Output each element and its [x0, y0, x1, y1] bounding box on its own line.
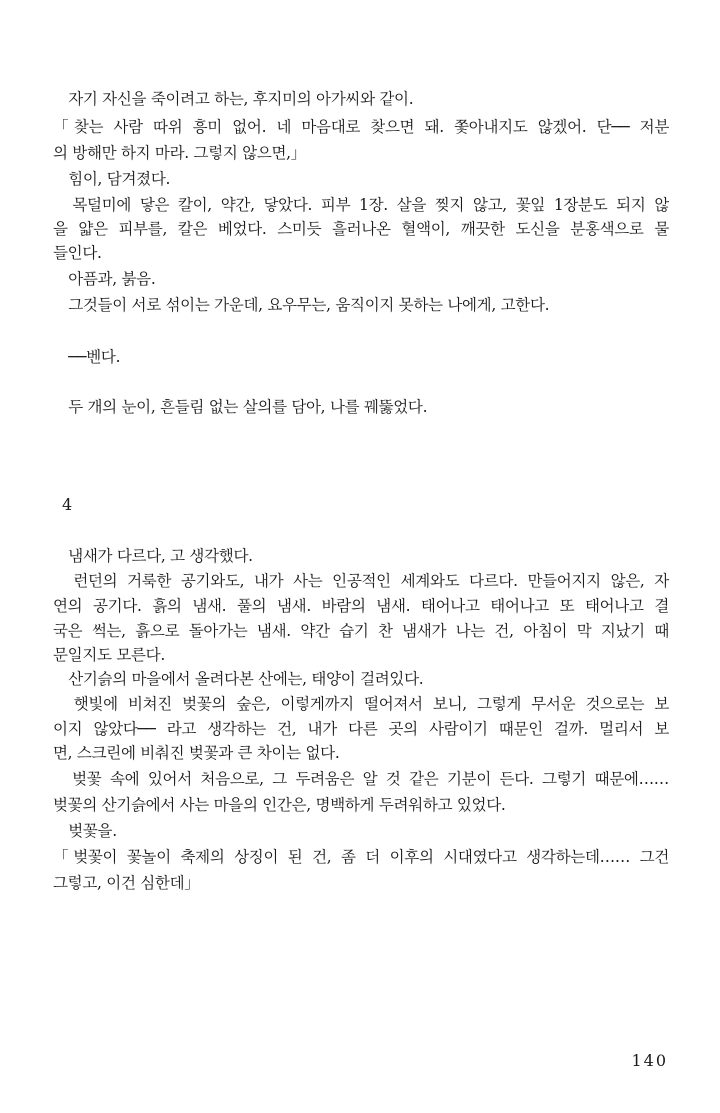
text-line: 들인다.: [53, 244, 102, 262]
text-line: 「벚꽃이 꽃놀이 축제의 상징이 된 건, 좀 더 이후의 시대였다고 생각하는데…… 그건: [53, 848, 669, 866]
text-line: 「찾는 사람 따위 흥미 없어. 네 마음대로 찾으면 돼. 쫓아내지도 않겠어. 단── 저분: [53, 118, 669, 136]
text-line: 아픔과, 붉음.: [53, 270, 156, 288]
text-line: 이지 않았다── 라고 생각하는 건, 내가 다른 곳의 사람이기 때문인 걸까. 멀리서 보: [53, 720, 669, 738]
text-line: 햇빛에 비쳐진 벚꽃의 숲은, 이렇게까지 떨어져서 보니, 그렇게 무서운 것으로는 보: [53, 695, 669, 713]
chapter-number: 4: [62, 495, 73, 514]
text-line: 면, 스크린에 비춰진 벚꽃과 큰 차이는 없다.: [53, 744, 340, 762]
page-number: 140: [631, 1051, 668, 1070]
text-line: 국은 썩는, 흙으로 돌아가는 냄새. 약간 습기 찬 냄새가 나는 건, 아침이 막 지났기 때: [53, 622, 669, 640]
text-line: 문일지도 모른다.: [53, 646, 165, 664]
text-line: 그것들이 서로 섞이는 가운데, 요우무는, 움직이지 못하는 나에게, 고한다.: [53, 296, 550, 314]
text-line: 벚꽃을.: [53, 822, 117, 840]
text-line: 의 방해만 하지 마라. 그렇지 않으면,」: [53, 144, 307, 162]
text-line: 을 얇은 피부를, 칼은 베었다. 스미듯 흘러나온 혈액이, 깨끗한 도신을 분홍색으로 물: [53, 220, 669, 238]
text-line: 목덜미에 닿은 칼이, 약간, 닿았다. 피부 1장. 살을 찢지 않고, 꽃잎 1장분도 되지 않: [53, 196, 669, 214]
text-line: 그렇고, 이건 심한데」: [53, 874, 200, 892]
text-line: 연의 공기다. 흙의 냄새. 풀의 냄새. 바람의 냄새. 태어나고 태어나고 또 태어나고 결: [53, 597, 669, 615]
text-line: 런던의 거룩한 공기와도, 내가 사는 인공적인 세계와도 다르다. 만들어지지 않은, 자: [53, 572, 669, 590]
text-line: 냄새가 다르다, 고 생각했다.: [53, 547, 253, 565]
text-line: 벚꽃 속에 있어서 처음으로, 그 두려움은 알 것 같은 기분이 든다. 그렇기 때문에……: [53, 770, 669, 788]
text-line: 벚꽃의 산기슭에서 사는 마을의 인간은, 명백하게 두려워하고 있었다.: [53, 796, 506, 814]
text-line: 두 개의 눈이, 흔들림 없는 살의를 담아, 나를 꿰뚫었다.: [53, 398, 428, 416]
text-line: 자기 자신을 죽이려고 하는, 후지미의 아가씨와 같이.: [53, 90, 414, 108]
text-line: ──벤다.: [53, 348, 121, 366]
text-line: 산기슭의 마을에서 올려다본 산에는, 태양이 걸려있다.: [53, 670, 424, 688]
text-line: 힘이, 담겨졌다.: [53, 170, 171, 188]
